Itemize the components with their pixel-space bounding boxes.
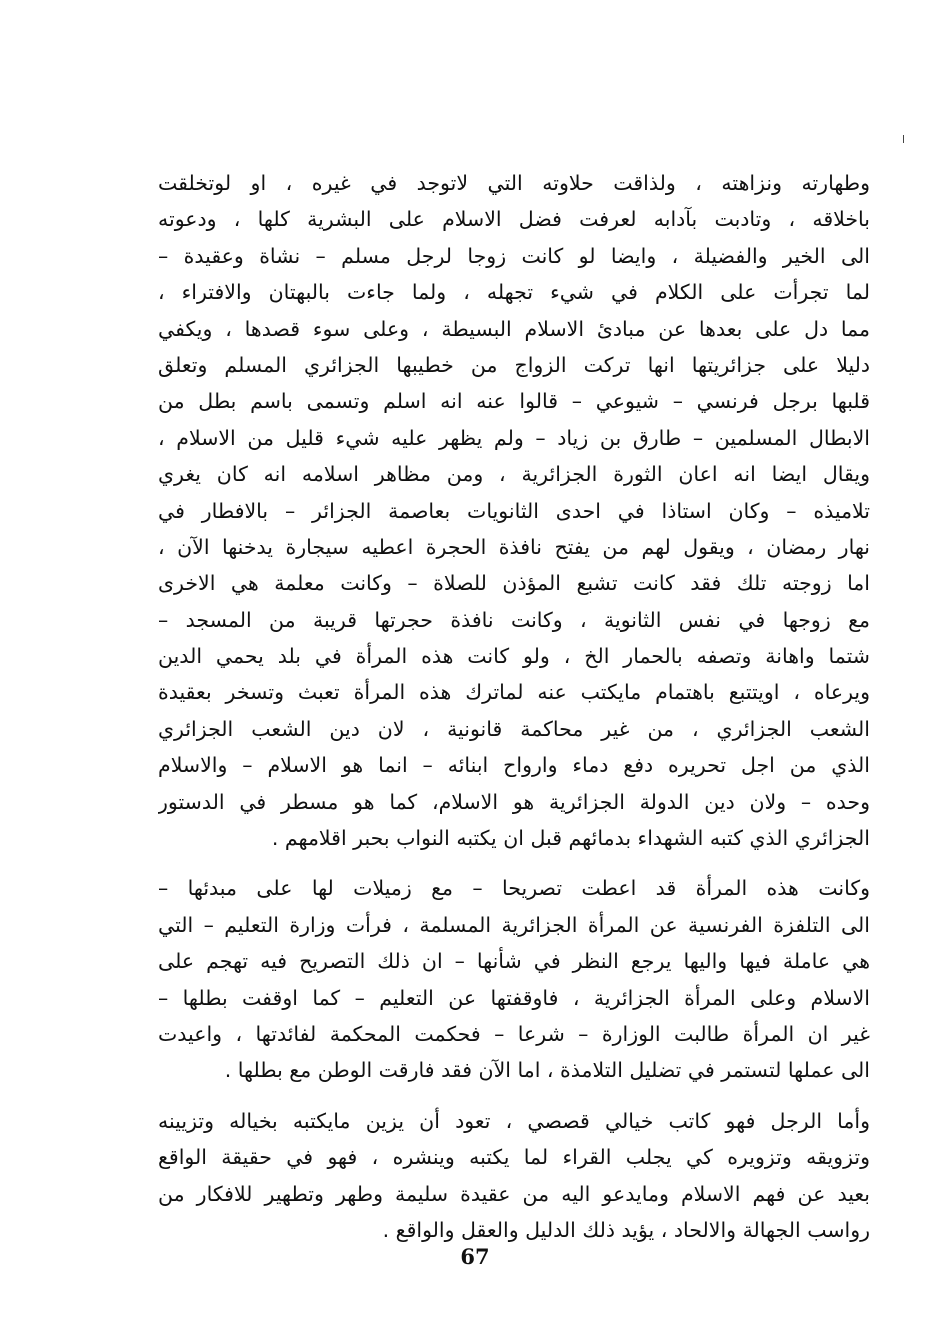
text-line: الاسلام وعلى المرأة الجزائرية ، فاوقفتها عن التعليم – كما اوقفت بطلها – <box>158 985 870 1010</box>
text-line: الى الخير والفضيلة ، وايضا لو كانت زوجا لرجل مسلم – نشاة وعقيدة – <box>158 243 870 268</box>
text-line: وكانت هذه المرأة قد اعطت تصريحا – مع زميلات لها على مبدئها – <box>158 876 870 901</box>
text-line: تلاميذه – وكان استاذا في احدى الثانويات بعاصمة الجزائر – بالافطار في <box>158 498 870 523</box>
text-line: باخلاقه ، وتادبت بآدابه لعرفت فضل الاسلام على البشرية كلها ، ودعوته <box>158 207 870 232</box>
margin-mark <box>903 135 904 143</box>
text-line: الشعب الجزائري ، من غير محاكمة قانونية ، لان دين الشعب الجزائري <box>158 716 870 741</box>
text-line: الجزائري الذي كتبه الشهداء بدمائهم قبل ان يكتبه النواب بحبر اقلامهم . <box>271 826 870 851</box>
body-text <box>158 165 870 1248</box>
paragraph-1 <box>158 165 870 856</box>
page-number: 67 <box>460 1244 490 1269</box>
text-line: اما زوجته تلك فقد كانت تشبع المؤذن للصلاة – وكانت معلمة هي الاخرى <box>158 571 870 596</box>
text-line: وحده – ولان دين الدولة الجزائرية هو الاسلام، كما هو مسطر في الدستور <box>158 789 870 814</box>
text-line: مما دل على بعدها عن مبادئ الاسلام البسيطة ، وعلى سوء قصدها ، ويكفي <box>158 316 870 341</box>
text-line: وتزويقه وتزويره كي يجلب القراء لما يكتبه وينشره ، فهو في حقيقة الواقع <box>158 1145 870 1170</box>
text-line: الى التلفزة الفرنسية عن المرأة الجزائرية المسلمة ، فرأت وزارة التعليم – التي <box>158 912 870 937</box>
text-line: قلبها برجل فرنسي – شيوعي – قالوا عنه انه اسلم وتسمى باسم بطل من <box>158 389 870 414</box>
text-line: مع زوجها في نفس الثانوية ، وكانت نافذة حجرتها قريبة من المسجد – <box>158 607 870 632</box>
text-line: وأما الرجل فهو كاتب خيالي قصصي ، تعود أن يزين مايكتبه بخياله وتزيينه <box>158 1108 870 1133</box>
text-line: هي عاملة فيها واليها يرجع النظر في شأنها – ان ذلك التصريح فيه تهجم على <box>158 949 870 974</box>
text-line: الذي من اجل تحريره دفع دماء وارواح ابنائه – انما هو الاسلام – والاسلام <box>158 753 870 778</box>
text-line: الابطال المسلمين – طارق بن زياد – ولم يظهر عليه شيء قليل من الاسلام ، <box>158 425 870 450</box>
paragraph-3 <box>158 1103 870 1249</box>
text-line: وطهارته ونزاهته ، ولذاقت حلاوته التي لاتوجد في غيره ، او لوتخلقت <box>158 171 870 195</box>
paragraph-2 <box>158 870 870 1088</box>
text-line: شتما واهانة وتصفه بالحمار الخ ، ولو كانت هذه المرأة في بلد يحمي الدين <box>158 644 870 669</box>
text-line: لما تجرأت على الكلام في شيء تجهله ، ولما جاءت بالبهتان والافتراء ، <box>158 280 870 305</box>
text-line: بعيد عن فهم الاسلام ومايدعو اليه من عقيدة سليمة وطهر وتطهير للافكار من <box>158 1181 870 1206</box>
text-line: ويرعاه ، اويتتبع باهتمام مايكتب عنه لماترك هذه المرأة تعبث وتسخر بعقيدة <box>158 680 870 705</box>
text-line: غير ان المرأة طالبت الوزارة – شرعا – فحكمت المحكمة لفائدتها ، واعيدت <box>158 1021 870 1046</box>
text-line: دليلا على جزائريتها انها تركت الزواج من خطيبها الجزائري المسلم وتعلق <box>158 352 870 377</box>
text-line: نهار رمضان ، ويقول لهم من يفتح نافذة الحجرة اعطيه سيجارة يدخنها الآن ، <box>158 534 870 559</box>
text-line: ويقال ايضا انه اعان الثورة الجزائرية ، ومن مظاهر اسلامه انه كان يغري <box>158 462 870 487</box>
text-line: رواسب الجهالة والالحاد ، يؤيد ذلك الدليل والعقل والواقع . <box>382 1217 870 1242</box>
text-line: الى عملها لتستمر في تضليل التلامذة ، اما الآن فقد فارقت الوطن مع بطلها . <box>224 1058 870 1083</box>
